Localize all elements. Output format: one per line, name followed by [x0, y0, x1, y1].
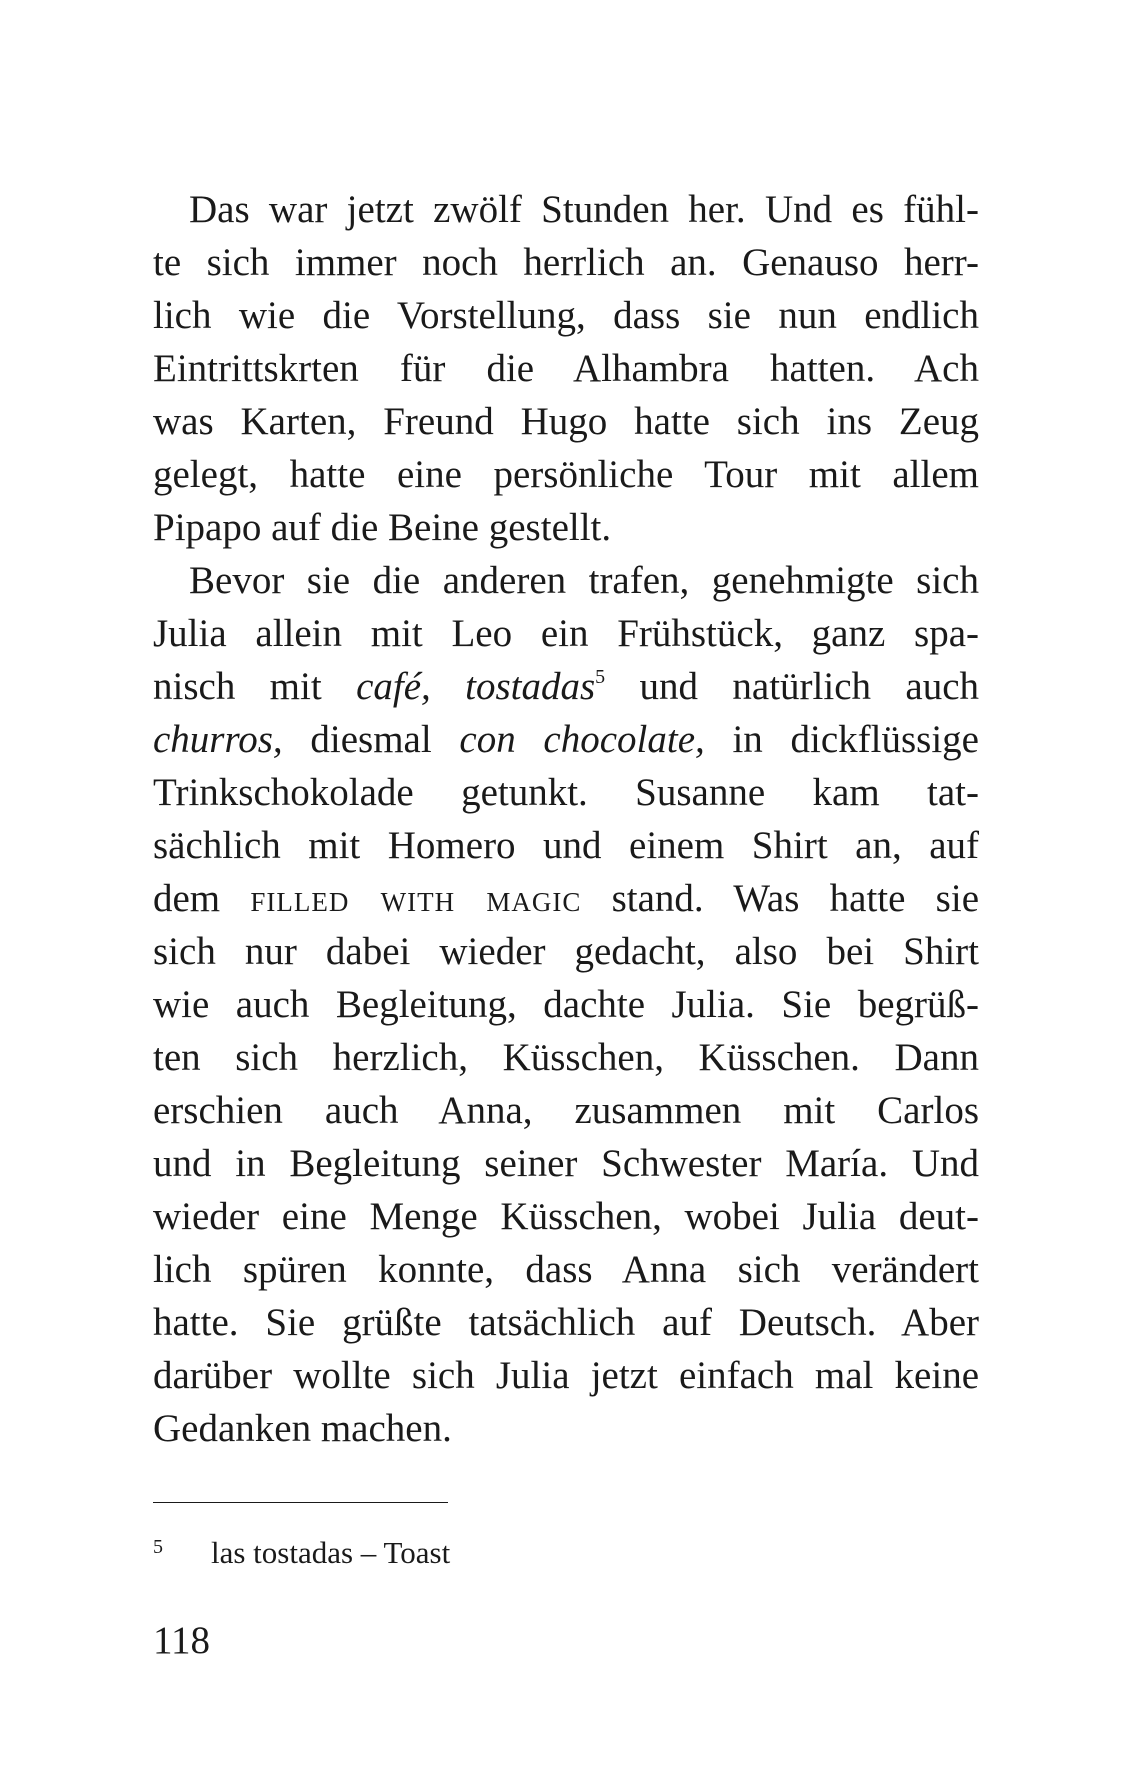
text-line: erschien auch Anna, zusammen mit Carlos	[153, 1089, 979, 1132]
text-line: te sich immer noch herrlich an. Genauso herr-	[153, 241, 979, 284]
text-line: lich wie die Vorstellung, dass sie nun endlich	[153, 294, 979, 337]
footnote-text: las tostadas – Toast	[211, 1535, 451, 1570]
italic-text: churros,	[153, 718, 283, 761]
small-caps-text: filled with magic	[250, 877, 582, 920]
text-segment: diesmal	[282, 718, 460, 761]
text-line: Julia allein mit Leo ein Frühstück, ganz spa-	[153, 612, 979, 655]
text-segment: in dickflüssige	[704, 718, 979, 761]
page-number: 118	[153, 1619, 211, 1662]
text-line: Bevor sie die anderen trafen, genehmigte sich	[189, 559, 979, 602]
text-line	[153, 660, 979, 713]
italic-text: café, tostadas	[356, 665, 596, 708]
text-line: Eintrittskrten für die Alhambra hatten. Ach	[153, 347, 979, 390]
text-line: ten sich herzlich, Küsschen, Küsschen. Dann	[153, 1036, 979, 1079]
text-line: wieder eine Menge Küsschen, wobei Julia deut-	[153, 1195, 979, 1238]
text-line: was Karten, Freund Hugo hatte sich ins Zeug	[153, 400, 979, 443]
text-segment: dem	[153, 877, 251, 920]
text-line: Pipapo auf die Beine gestellt.	[153, 506, 612, 549]
text-line: hatte. Sie grüßte tatsächlich auf Deutsch. Aber	[153, 1301, 979, 1344]
text-line: Trinkschokolade getunkt. Susanne kam tat-	[153, 771, 979, 814]
text-line: lich spüren konnte, dass Anna sich verändert	[153, 1248, 979, 1291]
text-line: und in Begleitung seiner Schwester María. Und	[153, 1142, 979, 1185]
text-line: Gedanken machen.	[153, 1407, 452, 1450]
text-line: wie auch Begleitung, dachte Julia. Sie begrüß-	[153, 983, 979, 1026]
text-line: sich nur dabei wieder gedacht, also bei Shirt	[153, 930, 979, 973]
text-line: sächlich mit Homero und einem Shirt an, auf	[153, 824, 979, 867]
paragraph-1	[153, 183, 979, 554]
text-line	[153, 872, 979, 925]
footnote-number: 5	[153, 1536, 163, 1558]
footnote-reference: 5	[595, 666, 606, 688]
text-line: gelegt, hatte eine persönliche Tour mit allem	[153, 453, 979, 496]
italic-text: con chocolate,	[459, 718, 705, 761]
text-segment: stand. Was hatte sie	[581, 877, 979, 920]
text-segment: und natürlich auch	[605, 665, 979, 708]
text-segment: nisch mit	[153, 665, 357, 708]
text-line: darüber wollte sich Julia jetzt einfach mal keine	[153, 1354, 979, 1397]
text-line	[153, 713, 979, 766]
paragraph-2	[153, 554, 979, 1455]
body-text	[153, 183, 979, 1455]
text-line: Das war jetzt zwölf Stunden her. Und es fühl-	[189, 188, 979, 231]
footnote	[153, 1527, 450, 1573]
footnote-divider	[153, 1502, 448, 1503]
